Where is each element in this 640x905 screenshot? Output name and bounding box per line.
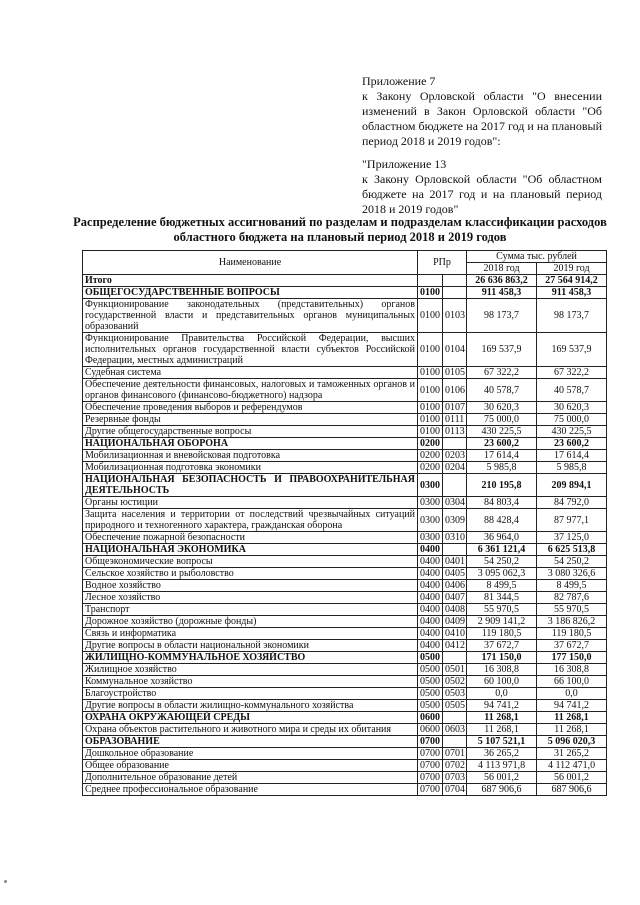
row-value-2018: 55 970,5	[467, 604, 537, 616]
row-value-2019: 94 741,2	[537, 700, 607, 712]
row-value-2019: 75 000,0	[537, 414, 607, 426]
row-subsection-code: 0401	[443, 556, 467, 568]
row-name: Среднее профессиональное образование	[83, 784, 418, 796]
row-value-2018: 11 268,1	[467, 712, 537, 724]
row-subsection-code	[443, 474, 467, 497]
table-row	[83, 438, 607, 450]
row-value-2018: 88 428,4	[467, 509, 537, 532]
row-name: Мобилизационная и вневойсковая подготовка	[83, 450, 418, 462]
table-row	[83, 426, 607, 438]
row-value-2018: 16 308,8	[467, 664, 537, 676]
row-name: Обеспечение деятельности финансовых, налоговых и таможенных органов и органов финансового (финансово-бюджетного) надзора	[83, 379, 418, 402]
row-name: Судебная система	[83, 367, 418, 379]
table-row	[83, 748, 607, 760]
row-section-code: 0300	[418, 497, 443, 509]
row-section-code: 0100	[418, 426, 443, 438]
table-header-row	[83, 251, 607, 263]
row-section-code: 0200	[418, 450, 443, 462]
row-value-2019: 98 173,7	[537, 299, 607, 333]
row-section-code: 0200	[418, 462, 443, 474]
scan-mark	[4, 880, 7, 883]
row-section-code: 0700	[418, 760, 443, 772]
row-value-2019: 37 672,7	[537, 640, 607, 652]
row-value-2019: 40 578,7	[537, 379, 607, 402]
row-name: Коммунальное хозяйство	[83, 676, 418, 688]
row-subsection-code: 0103	[443, 299, 467, 333]
row-subsection-code: 0501	[443, 664, 467, 676]
row-section-code: 0400	[418, 628, 443, 640]
table-row	[83, 509, 607, 532]
row-section-code: 0400	[418, 544, 443, 556]
table-row	[83, 712, 607, 724]
row-subsection-code: 0405	[443, 568, 467, 580]
row-subsection-code: 0701	[443, 748, 467, 760]
row-name: Дорожное хозяйство (дорожные фонды)	[83, 616, 418, 628]
row-value-2019: 209 894,1	[537, 474, 607, 497]
row-subsection-code: 0406	[443, 580, 467, 592]
row-name: Жилищное хозяйство	[83, 664, 418, 676]
row-name: Другие общегосударственные вопросы	[83, 426, 418, 438]
table-row	[83, 414, 607, 426]
row-name: Лесное хозяйство	[83, 592, 418, 604]
row-subsection-code: 0703	[443, 772, 467, 784]
table-row	[83, 784, 607, 796]
row-value-2018: 40 578,7	[467, 379, 537, 402]
row-subsection-code: 0603	[443, 724, 467, 736]
row-section-code: 0400	[418, 640, 443, 652]
row-subsection-code: 0505	[443, 700, 467, 712]
table-row	[83, 287, 607, 299]
table-row	[83, 556, 607, 568]
row-name: Другие вопросы в области национальной экономики	[83, 640, 418, 652]
table-row	[83, 700, 607, 712]
row-section-code: 0100	[418, 287, 443, 299]
table-row	[83, 640, 607, 652]
row-name: Транспорт	[83, 604, 418, 616]
row-subsection-code: 0104	[443, 333, 467, 367]
row-subsection-code: 0410	[443, 628, 467, 640]
row-section-code: 0700	[418, 748, 443, 760]
row-name: Связь и информатика	[83, 628, 418, 640]
row-value-2019: 169 537,9	[537, 333, 607, 367]
row-value-2019: 37 125,0	[537, 532, 607, 544]
row-section-code: 0400	[418, 580, 443, 592]
col-rpr-header: РПр	[418, 251, 467, 275]
row-section-code: 0500	[418, 700, 443, 712]
row-section-code: 0500	[418, 652, 443, 664]
row-value-2018: 171 150,0	[467, 652, 537, 664]
row-name: Функционирование Правительства Российской Федерации, высших исполнительных органов государственной власти субъектов Российской Федерации, местных администраций	[83, 333, 418, 367]
row-value-2019: 30 620,3	[537, 402, 607, 414]
row-subsection-code	[443, 712, 467, 724]
row-value-2019: 82 787,6	[537, 592, 607, 604]
row-section-code: 0600	[418, 724, 443, 736]
table-row	[83, 450, 607, 462]
row-section-code	[418, 275, 443, 287]
row-name: Органы юстиции	[83, 497, 418, 509]
table-row	[83, 772, 607, 784]
row-name: ОБЩЕГОСУДАРСТВЕННЫЕ ВОПРОСЫ	[83, 287, 418, 299]
row-value-2018: 94 741,2	[467, 700, 537, 712]
row-name: ЖИЛИЩНО-КОММУНАЛЬНОЕ ХОЗЯЙСТВО	[83, 652, 418, 664]
row-name: Мобилизационная подготовка экономики	[83, 462, 418, 474]
row-value-2019: 55 970,5	[537, 604, 607, 616]
row-value-2018: 75 000,0	[467, 414, 537, 426]
row-value-2019: 6 625 513,8	[537, 544, 607, 556]
row-subsection-code: 0105	[443, 367, 467, 379]
row-subsection-code	[443, 287, 467, 299]
row-value-2019: 11 268,1	[537, 724, 607, 736]
table-row	[83, 760, 607, 772]
row-section-code: 0400	[418, 616, 443, 628]
row-value-2019: 87 977,1	[537, 509, 607, 532]
row-section-code: 0100	[418, 402, 443, 414]
row-section-code: 0100	[418, 367, 443, 379]
row-name: Водное хозяйство	[83, 580, 418, 592]
row-value-2018: 81 344,5	[467, 592, 537, 604]
row-subsection-code: 0309	[443, 509, 467, 532]
row-name: ОБРАЗОВАНИЕ	[83, 736, 418, 748]
table-row	[83, 652, 607, 664]
row-subsection-code	[443, 544, 467, 556]
row-value-2019: 16 308,8	[537, 664, 607, 676]
row-value-2019: 177 150,0	[537, 652, 607, 664]
row-name: Обеспечение проведения выборов и референдумов	[83, 402, 418, 414]
row-value-2019: 23 600,2	[537, 438, 607, 450]
col-sum-header: Сумма тыс. рублей	[467, 251, 607, 263]
row-value-2018: 36 964,0	[467, 532, 537, 544]
table-row	[83, 379, 607, 402]
annex13-label: "Приложение 13	[362, 157, 447, 171]
row-value-2019: 11 268,1	[537, 712, 607, 724]
row-subsection-code: 0203	[443, 450, 467, 462]
table-row	[83, 544, 607, 556]
row-section-code: 0700	[418, 772, 443, 784]
table-row	[83, 664, 607, 676]
row-name: ОХРАНА ОКРУЖАЮЩЕЙ СРЕДЫ	[83, 712, 418, 724]
row-value-2019: 66 100,0	[537, 676, 607, 688]
table-row	[83, 367, 607, 379]
row-value-2018: 8 499,5	[467, 580, 537, 592]
row-section-code: 0500	[418, 664, 443, 676]
row-value-2018: 98 173,7	[467, 299, 537, 333]
table-row	[83, 333, 607, 367]
row-section-code: 0600	[418, 712, 443, 724]
row-value-2019: 3 186 826,2	[537, 616, 607, 628]
row-name: Защита населения и территории от последствий чрезвычайных ситуаций природного и техногенного характера, гражданская оборона	[83, 509, 418, 532]
row-value-2018: 54 250,2	[467, 556, 537, 568]
row-value-2019: 8 499,5	[537, 580, 607, 592]
row-subsection-code: 0113	[443, 426, 467, 438]
row-name: НАЦИОНАЛЬНАЯ ОБОРОНА	[83, 438, 418, 450]
row-name: Общее образование	[83, 760, 418, 772]
row-name: Благоустройство	[83, 688, 418, 700]
row-value-2018: 0,0	[467, 688, 537, 700]
table-row	[83, 462, 607, 474]
table-row	[83, 402, 607, 414]
row-subsection-code: 0111	[443, 414, 467, 426]
row-value-2018: 67 322,2	[467, 367, 537, 379]
row-section-code: 0100	[418, 299, 443, 333]
row-value-2019: 5 985,8	[537, 462, 607, 474]
table-row	[83, 474, 607, 497]
row-name: Охрана объектов растительного и животного мира и среды их обитания	[83, 724, 418, 736]
row-section-code: 0400	[418, 592, 443, 604]
row-subsection-code: 0310	[443, 532, 467, 544]
row-value-2019: 911 458,3	[537, 287, 607, 299]
row-subsection-code	[443, 275, 467, 287]
row-value-2019: 119 180,5	[537, 628, 607, 640]
annex-header	[362, 74, 602, 217]
row-subsection-code: 0407	[443, 592, 467, 604]
row-value-2018: 23 600,2	[467, 438, 537, 450]
row-value-2019: 54 250,2	[537, 556, 607, 568]
table-row	[83, 604, 607, 616]
row-value-2018: 911 458,3	[467, 287, 537, 299]
row-name: НАЦИОНАЛЬНАЯ БЕЗОПАСНОСТЬ И ПРАВООХРАНИТЕЛЬНАЯ ДЕЯТЕЛЬНОСТЬ	[83, 474, 418, 497]
row-value-2018: 30 620,3	[467, 402, 537, 414]
row-value-2018: 6 361 121,4	[467, 544, 537, 556]
row-section-code: 0400	[418, 556, 443, 568]
row-value-2019: 5 096 020,3	[537, 736, 607, 748]
document-title: Распределение бюджетных ассигнований по разделам и подразделам классификации расходов областного бюджета на плановый период 2018 и 2019 годов	[73, 215, 607, 244]
row-value-2018: 84 803,4	[467, 497, 537, 509]
row-value-2018: 430 225,5	[467, 426, 537, 438]
row-subsection-code: 0408	[443, 604, 467, 616]
row-name: Дошкольное образование	[83, 748, 418, 760]
row-subsection-code: 0503	[443, 688, 467, 700]
row-value-2019: 0,0	[537, 688, 607, 700]
table-row	[83, 532, 607, 544]
row-name: Обеспечение пожарной безопасности	[83, 532, 418, 544]
row-value-2018: 60 100,0	[467, 676, 537, 688]
row-value-2018: 3 095 062,3	[467, 568, 537, 580]
row-value-2018: 17 614,4	[467, 450, 537, 462]
row-subsection-code: 0702	[443, 760, 467, 772]
table-row	[83, 592, 607, 604]
row-value-2018: 169 537,9	[467, 333, 537, 367]
table-row	[83, 568, 607, 580]
table-row	[83, 580, 607, 592]
row-name: Дополнительное образование детей	[83, 772, 418, 784]
row-subsection-code	[443, 438, 467, 450]
row-value-2018: 5 985,8	[467, 462, 537, 474]
row-section-code: 0700	[418, 736, 443, 748]
row-subsection-code: 0304	[443, 497, 467, 509]
table-row	[83, 497, 607, 509]
col-name-header: Наименование	[83, 251, 418, 275]
row-section-code: 0200	[418, 438, 443, 450]
table-row	[83, 616, 607, 628]
row-value-2019: 84 792,0	[537, 497, 607, 509]
row-section-code: 0300	[418, 532, 443, 544]
table-row	[83, 688, 607, 700]
row-section-code: 0400	[418, 568, 443, 580]
table-row	[83, 275, 607, 287]
row-section-code: 0500	[418, 676, 443, 688]
row-value-2019: 17 614,4	[537, 450, 607, 462]
row-subsection-code: 0107	[443, 402, 467, 414]
row-value-2018: 11 268,1	[467, 724, 537, 736]
row-subsection-code: 0204	[443, 462, 467, 474]
row-value-2018: 26 636 863,2	[467, 275, 537, 287]
annex7-label: Приложение 7	[362, 74, 436, 88]
row-name: Резервные фонды	[83, 414, 418, 426]
annex13-text: к Закону Орловской области "Об областном бюджете на 2017 год и на плановый период 2018 и 2019 годов"	[362, 172, 602, 216]
row-section-code: 0300	[418, 474, 443, 497]
row-value-2018: 210 195,8	[467, 474, 537, 497]
row-section-code: 0100	[418, 379, 443, 402]
row-section-code: 0700	[418, 784, 443, 796]
row-name: Общеэкономические вопросы	[83, 556, 418, 568]
row-name: Итого	[83, 275, 418, 287]
row-value-2018: 5 107 521,1	[467, 736, 537, 748]
annex7-text: к Закону Орловской области "О внесении изменений в Закон Орловской области "Об областном бюджете на 2017 год и на плановый период 2018 и 2019 годов":	[362, 89, 602, 148]
row-name: Сельское хозяйство и рыболовство	[83, 568, 418, 580]
table-row	[83, 676, 607, 688]
col-2018-header: 2018 год	[467, 263, 537, 275]
table-row	[83, 628, 607, 640]
row-name: Функционирование законодательных (представительных) органов государственной власти и представительных органов муниципальных образований	[83, 299, 418, 333]
row-subsection-code: 0412	[443, 640, 467, 652]
row-value-2018: 36 265,2	[467, 748, 537, 760]
row-value-2019: 3 080 326,6	[537, 568, 607, 580]
row-value-2019: 31 265,2	[537, 748, 607, 760]
row-value-2019: 430 225,5	[537, 426, 607, 438]
table-row	[83, 724, 607, 736]
row-subsection-code	[443, 736, 467, 748]
table-row	[83, 736, 607, 748]
row-subsection-code	[443, 652, 467, 664]
row-value-2018: 4 113 971,8	[467, 760, 537, 772]
row-value-2019: 4 112 471,0	[537, 760, 607, 772]
row-subsection-code: 0502	[443, 676, 467, 688]
row-section-code: 0400	[418, 604, 443, 616]
row-value-2019: 27 564 914,2	[537, 275, 607, 287]
row-name: НАЦИОНАЛЬНАЯ ЭКОНОМИКА	[83, 544, 418, 556]
budget-table	[82, 250, 607, 796]
row-value-2018: 56 001,2	[467, 772, 537, 784]
row-subsection-code: 0704	[443, 784, 467, 796]
row-value-2019: 67 322,2	[537, 367, 607, 379]
row-value-2019: 56 001,2	[537, 772, 607, 784]
row-section-code: 0300	[418, 509, 443, 532]
row-section-code: 0100	[418, 333, 443, 367]
row-value-2018: 687 906,6	[467, 784, 537, 796]
row-name: Другие вопросы в области жилищно-коммунального хозяйства	[83, 700, 418, 712]
row-subsection-code: 0409	[443, 616, 467, 628]
table-row	[83, 299, 607, 333]
row-section-code: 0500	[418, 688, 443, 700]
row-value-2018: 37 672,7	[467, 640, 537, 652]
row-section-code: 0100	[418, 414, 443, 426]
row-value-2018: 2 909 141,2	[467, 616, 537, 628]
row-value-2019: 687 906,6	[537, 784, 607, 796]
row-value-2018: 119 180,5	[467, 628, 537, 640]
col-2019-header: 2019 год	[537, 263, 607, 275]
row-subsection-code: 0106	[443, 379, 467, 402]
